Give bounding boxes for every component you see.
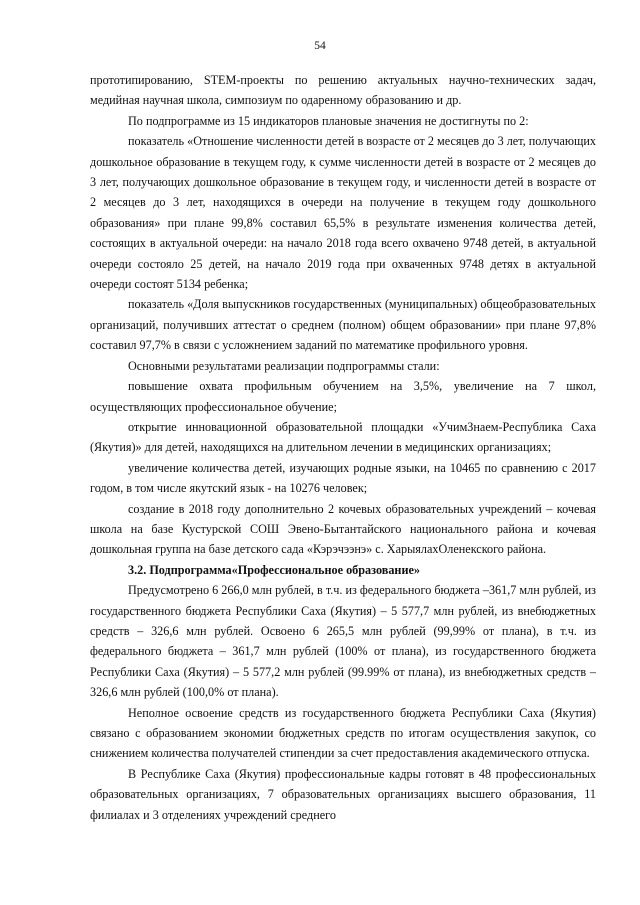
body-paragraph: показатель «Доля выпускников государственных (муниципальных) общеобразовательных организаций, получивших аттестат о среднем (полном) общем образовании» при плане 97,8% составил 97,7% в связи с усложнением заданий по математике профильного уровня. xyxy=(90,297,597,353)
body-paragraph: прототипированию, STEM-проекты по решению актуальных научно-технических задач, медийная научная школа, симпозиум по одаренному образованию и др. xyxy=(90,73,596,108)
body-paragraph: Предусмотрено 6 266,0 млн рублей, в т.ч. из федерального бюджета –361,7 млн рублей, из государственного бюджета Республики Саха (Якутия) – 5 577,7 млн рублей, из внебюджетных средств – 326,6 млн рублей. Освоено 6 265,5 млн рублей (99,99% от плана), в т.ч. из федерального бюджета – 361,7 млн рублей (100% от плана), из государственного бюджета Республики Саха (Якутия) – 5 577,2 млн рублей (99.99% от плана), из внебюджетных средств – 326,6 млн рублей (100,0% от плана). xyxy=(90,583,596,700)
body-paragraph: повышение охвата профильным обучением на 3,5%, увеличение на 7 школ, осуществляющих профессиональное обучение; xyxy=(90,379,596,414)
document-body xyxy=(90,70,596,825)
paragraphs-after-heading xyxy=(90,580,596,825)
body-paragraph: открытие инновационной образовательной площадки «УчимЗнаем-Республика Саха (Якутия)» для детей, находящихся на длительном лечении в медицинских организациях; xyxy=(90,419,596,455)
section-heading: 3.2. Подпрограмма«Профессиональное образование» xyxy=(128,562,420,577)
body-paragraph: В Республике Саха (Якутия) профессиональные кадры готовят в 48 профессиональных образовательных организациях, 7 образовательных организациях высшего образования, 11 филиалах и 3 отделениях учреждений среднего xyxy=(90,766,596,822)
body-paragraph: Неполное освоение средств из государственного бюджета Республики Саха (Якутия) связано с образованием экономии бюджетных средств по итогам осуществления закупок, со снижением количества получателей стипендии за счет предоставления академического отпуска. xyxy=(90,705,596,761)
body-paragraph: создание в 2018 году дополнительно 2 кочевых образовательных учреждений – кочевая школа на базе Кустурской СОШ Эвено-Бытантайского национального района и кочевая дошкольная группа на базе детского сада «Кэрэчээнэ» с. ХарыялахОленекского района. xyxy=(90,501,596,557)
body-paragraph: показатель «Отношение численности детей в возрасте от 2 месяцев до 3 лет, получающих дошкольное образование в текущем году, к сумме численности детей в возрасте от 2 месяцев до 3 лет, получающих дошкольное образование в текущем году, и численности детей в возрасте от 2 месяцев до 3 лет, находящихся в очереди на получение в текущем году дошкольного образования» при плане 99,8% составил 65,5% в результате изменения количества детей, состоящих в актуальной очереди: на начало 2018 года всего охвачено 9748 детей, в актуальной очереди состояло 25 детей, на начало 2019 года при охваченных 9748 детях в актуальной очереди состоят 5134 ребенка; xyxy=(90,134,596,292)
paragraphs-before-heading xyxy=(90,70,596,560)
body-paragraph: увеличение количества детей, изучающих родные языки, на 10465 по сравнению с 2017 годом, в том числе якутский язык - на 10276 человек; xyxy=(90,460,596,496)
page-number: 54 xyxy=(314,40,326,52)
body-paragraph: По подпрограмме из 15 индикаторов плановые значения не достигнуты по 2: xyxy=(128,113,529,128)
body-paragraph: Основными результатами реализации подпрограммы стали: xyxy=(128,358,440,373)
